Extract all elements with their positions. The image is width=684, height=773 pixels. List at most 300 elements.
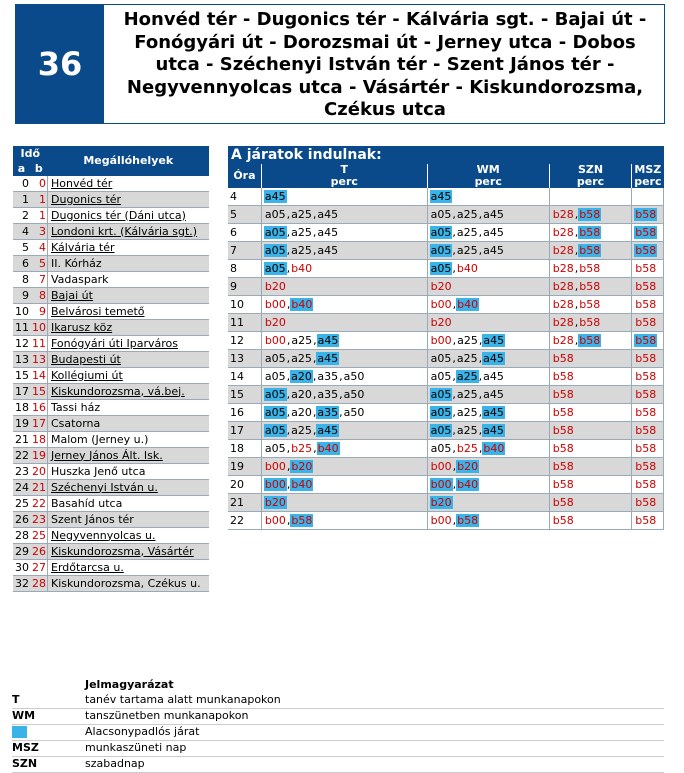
- departure-minute: b58: [291, 513, 313, 527]
- stop-row[interactable]: [13, 224, 209, 240]
- departure-minute: a35: [317, 387, 339, 401]
- stop-row[interactable]: [13, 384, 209, 400]
- stop-row: [13, 496, 209, 512]
- departure-minute: a05: [264, 351, 286, 365]
- departure-minute: b28: [552, 261, 574, 275]
- stop-time-b: 8: [30, 288, 48, 304]
- departure-minute: b25: [456, 441, 478, 455]
- departure-minute: a05: [264, 423, 286, 437]
- departure-minute: b20: [430, 495, 452, 509]
- stop-time-b: 7: [30, 272, 48, 288]
- stop-time-a: 8: [13, 272, 30, 288]
- departure-minute: a25: [456, 225, 478, 239]
- stop-name: Malom (Jerney u.): [51, 432, 149, 446]
- stops-table: [13, 146, 209, 592]
- stops-header: Megállóhelyek: [48, 146, 210, 176]
- departure-minute: a25: [456, 405, 478, 419]
- departure-minute: b58: [552, 387, 574, 401]
- stop-name: Tassi ház: [51, 400, 101, 414]
- departure-minute: a05: [264, 387, 286, 401]
- departure-minute: a05: [430, 423, 452, 437]
- minutes-MSZ: [632, 422, 664, 440]
- minutes-WM: a05,a25,a45: [427, 350, 549, 368]
- stop-name: Csatorna: [51, 416, 101, 430]
- hour-header: Óra: [228, 164, 261, 188]
- minutes-SZN: [549, 386, 631, 404]
- departure-minute: a45: [317, 351, 339, 365]
- stop-time-a: 29: [15, 544, 29, 558]
- departure-minute: b58: [635, 261, 657, 275]
- departure-minute: b00: [430, 333, 452, 347]
- departure-minute: a45: [483, 333, 505, 347]
- hour-row: [228, 422, 664, 440]
- departure-minute: b00: [264, 297, 286, 311]
- departure-minute: a50: [343, 405, 365, 419]
- departure-minute: b58: [579, 333, 601, 347]
- stop-time-a: 1: [13, 192, 30, 208]
- departure-minute: b58: [552, 351, 574, 365]
- stop-time-b: 23: [32, 512, 46, 526]
- hour-row: [228, 440, 664, 458]
- departure-minute: b58: [635, 279, 657, 293]
- departure-minute: b58: [635, 207, 657, 221]
- stop-row[interactable]: [13, 304, 209, 320]
- minutes-T: a05,a25,a45: [261, 422, 427, 440]
- hour-row: [228, 224, 664, 242]
- minutes-MSZ: [632, 404, 664, 422]
- departure-minute: b58: [635, 513, 657, 527]
- time-header: Idő: [13, 146, 48, 161]
- minutes-T: a05,a25,a45: [261, 224, 427, 242]
- stop-time-a: 13: [15, 352, 29, 366]
- hour-row: [228, 494, 664, 512]
- legend-row: [12, 741, 664, 757]
- stop-time-b: 17: [32, 416, 46, 430]
- stop-time-a: 22: [15, 448, 29, 462]
- departure-minute: a05: [264, 261, 286, 275]
- departure-minute: a05: [430, 387, 452, 401]
- departure-minute: b00: [430, 513, 452, 527]
- hour-cell: 7: [228, 242, 261, 260]
- stop-name[interactable]: Kollégiumi út: [51, 368, 123, 382]
- departure-minute: a45: [483, 351, 504, 365]
- departure-minute: b58: [635, 351, 657, 365]
- departure-minute: a45: [483, 423, 504, 437]
- minutes-MSZ: [632, 458, 664, 476]
- departure-minute: a25: [456, 243, 478, 257]
- minutes-SZN: b28,b58: [549, 296, 631, 314]
- stop-row[interactable]: [13, 336, 209, 352]
- hour-row: [228, 512, 664, 530]
- hour-row: [228, 368, 664, 386]
- stop-row[interactable]: [13, 544, 209, 560]
- departure-minute: b28: [552, 207, 574, 221]
- minutes-SZN: [549, 350, 631, 368]
- stop-row: [13, 256, 209, 272]
- stop-time-b: 15: [32, 384, 46, 398]
- departure-minute: a25: [291, 423, 312, 437]
- departure-minute: a20: [291, 387, 312, 401]
- minutes-T: b00,a25,a45: [261, 332, 427, 350]
- stop-name[interactable]: Negyvennyolcas u.: [51, 528, 156, 542]
- departure-minute: b28: [552, 333, 574, 347]
- departure-minute: b58: [552, 423, 574, 437]
- stop-time-b: 10: [32, 320, 46, 334]
- minutes-MSZ: [632, 296, 664, 314]
- stop-name: Huszka Jenő utca: [51, 464, 146, 478]
- departure-minute: b20: [264, 315, 286, 329]
- stop-time-b: 19: [32, 448, 46, 462]
- stop-name[interactable]: Dugonics tér: [51, 192, 122, 206]
- stop-name[interactable]: Bajai út: [51, 288, 93, 302]
- minutes-WM: a05,a25,a45: [427, 422, 549, 440]
- departure-minute: a25: [291, 333, 313, 347]
- stop-row: [13, 432, 209, 448]
- minutes-SZN: [549, 458, 631, 476]
- departure-minute: b00: [264, 513, 286, 527]
- stop-row[interactable]: [13, 528, 209, 544]
- col-header-WM: WM perc: [427, 164, 549, 188]
- stop-time-a: 15: [15, 368, 29, 382]
- departure-minute: b25: [291, 441, 313, 455]
- hour-row: [228, 350, 664, 368]
- departure-minute: a25: [291, 243, 312, 257]
- stop-row[interactable]: [13, 320, 209, 336]
- stop-row[interactable]: [13, 208, 209, 224]
- departure-minute: b58: [635, 459, 657, 473]
- hour-cell: 6: [228, 224, 261, 242]
- col-header-SZN: SZN perc: [549, 164, 631, 188]
- departure-minute: b58: [635, 369, 657, 383]
- minutes-SZN: [549, 404, 631, 422]
- legend-row: [12, 757, 664, 773]
- legend-key: T: [12, 693, 20, 706]
- stop-name[interactable]: Kálvária tér: [51, 240, 115, 254]
- minutes-WM: a05,a25,a45: [427, 206, 549, 224]
- stop-name: II. Kórház: [51, 256, 102, 270]
- minutes-SZN: b28,b58: [549, 278, 631, 296]
- departure-minute: b40: [457, 297, 479, 311]
- minutes-MSZ: [632, 242, 664, 260]
- hour-cell: 22: [228, 512, 261, 530]
- stop-time-b: 14: [32, 368, 46, 382]
- departure-minute: a45: [483, 225, 504, 239]
- stop-time-a: 23: [15, 464, 29, 478]
- minutes-MSZ: [632, 350, 664, 368]
- departure-minute: b58: [635, 297, 657, 311]
- minutes-WM: [427, 278, 549, 296]
- minutes-T: a05,b40: [261, 260, 427, 278]
- departure-minute: b58: [579, 243, 601, 257]
- hour-cell: 17: [228, 422, 261, 440]
- departure-minute: a05: [430, 351, 452, 365]
- route-header: [15, 4, 665, 124]
- departure-minute: a25: [456, 423, 478, 437]
- stop-row: [13, 272, 209, 288]
- departure-minute: b40: [457, 477, 479, 491]
- col-header-MSZ: MSZ perc: [632, 164, 664, 188]
- stop-name[interactable]: Kiskundorozsma, Vásártér: [51, 544, 194, 558]
- departure-minute: b00: [264, 459, 286, 473]
- stop-row[interactable]: [13, 288, 209, 304]
- stop-time-a: 11: [15, 320, 29, 334]
- stop-time-a: 21: [15, 432, 29, 446]
- stop-time-b: 4: [30, 240, 48, 256]
- stop-name[interactable]: Erdőtarcsa u.: [51, 560, 124, 574]
- hour-row: [228, 404, 664, 422]
- departure-minute: a45: [317, 225, 339, 239]
- legend-text: szabadnap: [85, 757, 145, 770]
- minutes-T: a05,a20,a35,a50: [261, 368, 427, 386]
- minutes-SZN: b28,b58: [549, 314, 631, 332]
- departure-minute: a05: [430, 207, 452, 221]
- stop-row: [13, 576, 209, 592]
- departure-minute: b28: [552, 279, 574, 293]
- stop-row[interactable]: [13, 480, 209, 496]
- minutes-SZN: [549, 512, 631, 530]
- minutes-MSZ: [632, 332, 664, 350]
- departure-minute: b58: [635, 333, 657, 347]
- hour-cell: 5: [228, 206, 261, 224]
- stop-row: [13, 512, 209, 528]
- minutes-T: a05,a20,a35,a50: [261, 404, 427, 422]
- departures-title: A járatok indulnak:: [228, 146, 664, 164]
- hour-cell: 11: [228, 314, 261, 332]
- departure-minute: a05: [264, 441, 286, 455]
- hour-cell: 12: [228, 332, 261, 350]
- stop-name[interactable]: Ikarusz köz: [51, 320, 113, 334]
- departure-minute: a25: [291, 351, 312, 365]
- stop-row[interactable]: [13, 352, 209, 368]
- col-a-header: a: [13, 161, 30, 176]
- minutes-WM: b00,b20: [427, 458, 549, 476]
- minutes-SZN: [549, 494, 631, 512]
- departure-minute: b28: [552, 297, 574, 311]
- minutes-T: [261, 278, 427, 296]
- legend-row: [12, 709, 664, 725]
- stop-name: Basahíd utca: [51, 496, 123, 510]
- stop-time-a: 25: [15, 496, 29, 510]
- departure-minute: a05: [430, 225, 452, 239]
- minutes-T: b00,b40: [261, 476, 427, 494]
- hour-cell: 16: [228, 404, 261, 422]
- departure-minute: b58: [635, 423, 657, 437]
- hour-row: [228, 260, 664, 278]
- legend-row: [12, 725, 664, 741]
- departure-minute: a05: [430, 405, 452, 419]
- departure-minute: b58: [579, 261, 601, 275]
- minutes-SZN: [549, 422, 631, 440]
- minutes-MSZ: [632, 260, 664, 278]
- departure-minute: b58: [635, 225, 657, 239]
- stop-time-a: 10: [15, 304, 29, 318]
- minutes-WM: b00,b58: [427, 512, 549, 530]
- departure-minute: a20: [291, 405, 312, 419]
- col-header-T: T perc: [261, 164, 427, 188]
- minutes-WM: a05,a25,a45: [427, 404, 549, 422]
- departure-minute: b58: [457, 513, 479, 527]
- stop-name[interactable]: Londoni krt. (Kálvária sgt.): [51, 224, 198, 238]
- stop-name[interactable]: Budapesti út: [51, 352, 121, 366]
- minutes-SZN: [549, 188, 631, 206]
- col-b-header: b: [30, 161, 48, 176]
- route-title: Honvéd tér - Dugonics tér - Kálvária sgt. - Bajai út - Fonógyári út - Dorozsmai út - Jerney utca - Dobos utca - Széchenyi István tér - Szent János tér - Negyvennyolcas utca - Vásártér - Kiskundorozsma, Czékus utca: [123, 9, 647, 120]
- stop-name[interactable]: Belvárosi temető: [51, 304, 145, 318]
- hour-row: [228, 386, 664, 404]
- stop-name[interactable]: Fonógyári úti Iparváros: [51, 336, 178, 350]
- stop-row[interactable]: [13, 560, 209, 576]
- hour-cell: 20: [228, 476, 261, 494]
- legend-key: WM: [12, 709, 36, 722]
- minutes-MSZ: [632, 188, 664, 206]
- stop-time-b: 27: [32, 560, 46, 574]
- departure-minute: b58: [552, 441, 574, 455]
- stop-time-b: 9: [30, 304, 48, 320]
- hour-row: [228, 242, 664, 260]
- minutes-WM: a05,b25,b40: [427, 440, 549, 458]
- legend-title: Jelmagyarázat: [85, 678, 174, 691]
- departure-minute: b28: [552, 315, 574, 329]
- minutes-MSZ: [632, 440, 664, 458]
- stop-time-b: 16: [32, 400, 46, 414]
- stop-time-a: 0: [13, 176, 30, 192]
- departure-minute: a45: [317, 423, 339, 437]
- minutes-SZN: b28,b58: [549, 242, 631, 260]
- departure-minute: a45: [483, 243, 504, 257]
- stop-time-b: 11: [32, 336, 46, 350]
- minutes-WM: a05,a25,a45: [427, 386, 549, 404]
- departure-minute: b58: [635, 243, 657, 257]
- stop-name[interactable]: Kiskundorozsma, vá.bej.: [51, 384, 185, 398]
- legend-key: [12, 725, 85, 740]
- stop-row: [13, 416, 209, 432]
- stop-time-b: 0: [30, 176, 48, 192]
- stop-time-b: 26: [32, 544, 46, 558]
- departures-table: [228, 146, 664, 530]
- hour-cell: 9: [228, 278, 261, 296]
- legend-text: tanév tartama alatt munkanapokon: [85, 693, 281, 706]
- departure-minute: b20: [430, 279, 452, 293]
- route-number: 36: [16, 5, 104, 123]
- stop-time-b: 25: [32, 528, 46, 542]
- departure-minute: a45: [483, 207, 504, 221]
- stop-name[interactable]: Széchenyi István u.: [51, 480, 158, 494]
- departure-minute: a45: [483, 369, 504, 383]
- hour-row: [228, 458, 664, 476]
- stop-name[interactable]: Jerney János Ált. Isk.: [51, 448, 163, 462]
- hour-cell: 8: [228, 260, 261, 278]
- hour-cell: 14: [228, 368, 261, 386]
- departure-minute: b00: [430, 297, 452, 311]
- hour-cell: 13: [228, 350, 261, 368]
- minutes-T: [261, 494, 427, 512]
- stop-row[interactable]: [13, 240, 209, 256]
- hour-row: [228, 476, 664, 494]
- minutes-WM: b00,b40: [427, 476, 549, 494]
- stop-row[interactable]: [13, 176, 209, 192]
- stop-time-b: 22: [32, 496, 46, 510]
- minutes-SZN: [549, 368, 631, 386]
- departure-minute: a05: [430, 243, 452, 257]
- departure-minute: b20: [430, 315, 452, 329]
- departure-minute: b58: [635, 441, 657, 455]
- hour-row: [228, 332, 664, 350]
- stop-name[interactable]: Honvéd tér: [51, 176, 113, 190]
- stop-time-a: 6: [13, 256, 30, 272]
- minutes-MSZ: [632, 476, 664, 494]
- minutes-T: a05,a25,a45: [261, 350, 427, 368]
- stop-time-a: 9: [13, 288, 30, 304]
- departure-minute: b28: [552, 243, 574, 257]
- stop-time-a: 32: [15, 576, 29, 590]
- departure-minute: b58: [635, 477, 657, 491]
- hour-row: [228, 296, 664, 314]
- departure-minute: a35: [317, 369, 339, 383]
- departure-minute: b58: [552, 495, 574, 509]
- departure-minute: b20: [264, 495, 286, 509]
- minutes-WM: [427, 314, 549, 332]
- departure-minute: b58: [579, 225, 601, 239]
- minutes-WM: b00,a25,a45: [427, 332, 549, 350]
- minutes-SZN: b28,b58: [549, 224, 631, 242]
- legend-key: SZN: [12, 757, 38, 770]
- departure-minute: a05: [264, 243, 286, 257]
- stop-time-b: 13: [32, 352, 46, 366]
- hour-cell: 18: [228, 440, 261, 458]
- departure-minute: a20: [291, 369, 312, 383]
- departure-minute: a05: [264, 207, 286, 221]
- legend-text: Alacsonypadlós járat: [85, 725, 200, 738]
- minutes-T: b00,b40: [261, 296, 427, 314]
- departure-minute: b58: [635, 405, 657, 419]
- departure-minute: b40: [317, 441, 339, 455]
- departure-minute: b58: [579, 279, 601, 293]
- minutes-WM: [427, 188, 549, 206]
- departure-minute: b40: [456, 261, 478, 275]
- stop-row[interactable]: [13, 192, 209, 208]
- stop-row[interactable]: [13, 448, 209, 464]
- stop-time-a: 30: [15, 560, 29, 574]
- hour-cell: 19: [228, 458, 261, 476]
- legend: [12, 678, 664, 773]
- departure-minute: a45: [430, 189, 452, 203]
- departure-minute: b58: [552, 405, 574, 419]
- stop-row[interactable]: [13, 368, 209, 384]
- departure-minute: a05: [264, 225, 286, 239]
- departure-minute: b40: [291, 297, 313, 311]
- departure-minute: b58: [552, 369, 574, 383]
- departure-minute: a45: [317, 243, 339, 257]
- stop-name[interactable]: Dugonics tér (Dáni utca): [51, 208, 186, 222]
- minutes-T: a05,a25,a45: [261, 206, 427, 224]
- stop-time-b: 18: [32, 432, 46, 446]
- minutes-MSZ: [632, 224, 664, 242]
- departure-minute: a05: [264, 405, 286, 419]
- minutes-MSZ: [632, 278, 664, 296]
- stop-time-b: 1: [30, 208, 48, 224]
- stop-name: Kiskundorozsma, Czékus u.: [51, 576, 201, 590]
- departure-minute: b40: [291, 477, 313, 491]
- legend-key: MSZ: [12, 741, 39, 754]
- hour-cell: 21: [228, 494, 261, 512]
- hour-row: [228, 278, 664, 296]
- stop-name: Vadaspark: [51, 272, 109, 286]
- stop-name: Szent János tér: [51, 512, 134, 526]
- hour-row: [228, 206, 664, 224]
- departure-minute: b40: [483, 441, 505, 455]
- stop-time-a: 19: [15, 416, 29, 430]
- stop-time-b: 21: [32, 480, 46, 494]
